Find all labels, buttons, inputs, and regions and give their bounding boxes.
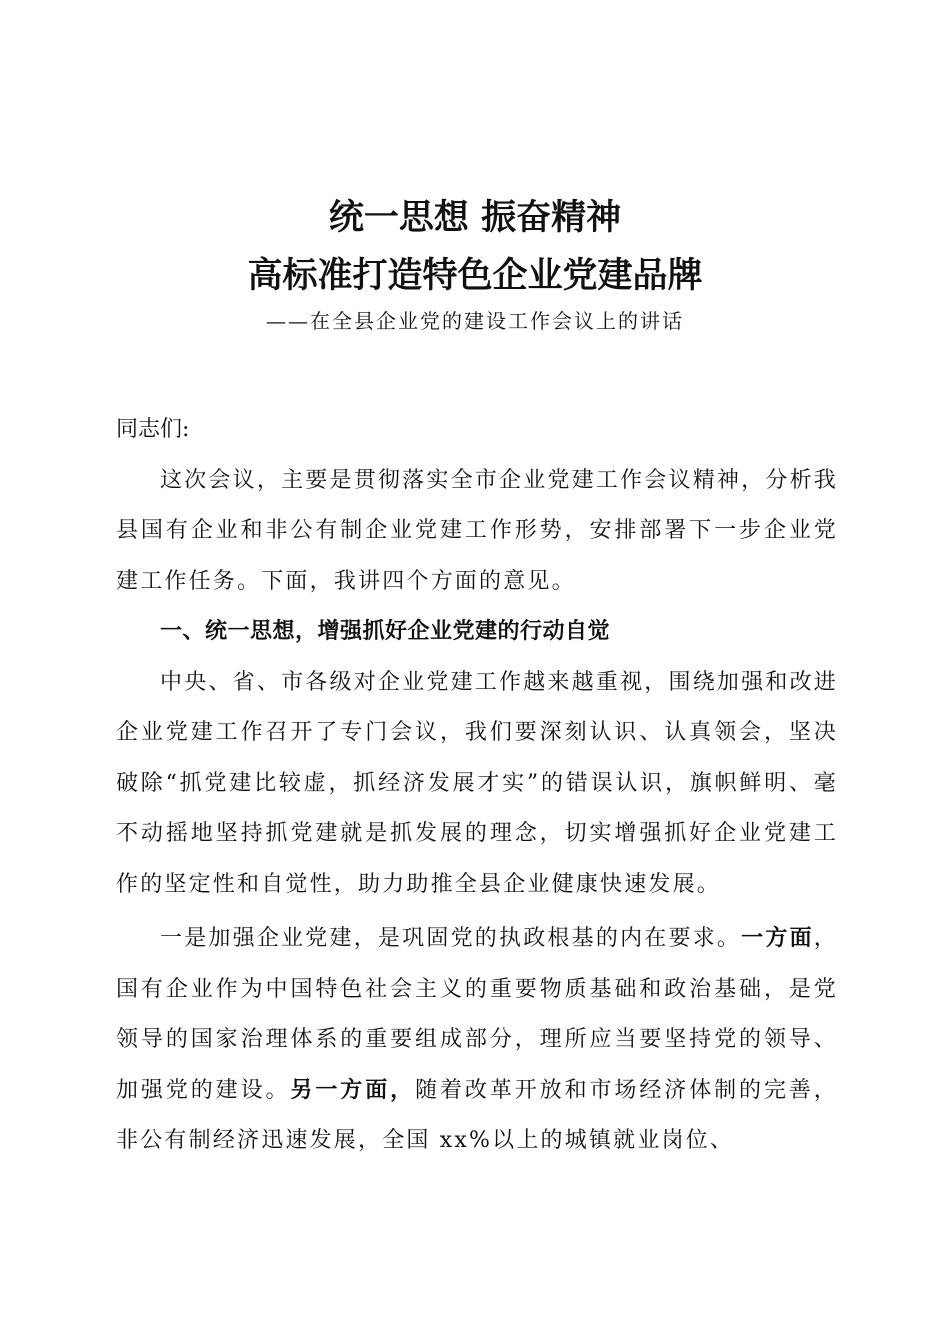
intro-paragraph: 这次会议，主要是贯彻落实全市企业党建工作会议精神，分析我县国有企业和非公有制企业党建工作形势，安排部署下一步企业党建工作任务。下面，我讲四个方面的意见。 bbox=[116, 467, 838, 594]
document-subtitle: ——在全县企业党的建设工作会议上的讲话 bbox=[266, 309, 684, 333]
section1-paragraph-1: 中央、省、市各级对企业党建工作越来越重视，围绕加强和改进企业党建工作召开了专门会议，我们要深刻认识、认真领会，坚决破除“抓党建比较虚，抓经济发展才实”的错误认识，旗帜鲜明、毫不动摇地坚持抓党建就是抓发展的理念，切实增强抓好企业党建工作的坚定性和自觉性，助力助推全县企业健康快速发展。 bbox=[116, 669, 838, 897]
bold-phrase-other-side: 另一方面， bbox=[290, 1077, 416, 1103]
bold-phrase-one-side: 一方面 bbox=[741, 926, 814, 951]
section-heading-1: 一、统一思想，增强抓好企业党建的行动自觉 bbox=[160, 619, 611, 644]
document-title-line-2: 高标准打造特色企业党建品牌 bbox=[247, 256, 703, 296]
document-title-line-1: 统一思想 振奋精神 bbox=[328, 198, 622, 238]
paragraph-text-1: ，国有企业作为中国特色社会主义的重要物质基础和政治基础，是党领导的国家治理体系的重要组成部分，理所应当要坚持党的领导、加强党的建设。 bbox=[116, 926, 838, 1103]
paragraph-lead-sentence: 一是加强企业党建，是巩固党的执政根基的内在要求。 bbox=[160, 926, 742, 951]
section1-paragraph-2 bbox=[116, 914, 838, 1167]
document-body bbox=[116, 405, 838, 1167]
title-block bbox=[0, 192, 950, 336]
paragraph-text-2: 随着改革开放和市场经济体制的完善，非公有制经济迅速发展，全国 xx%以上的城镇就业岗位、 bbox=[116, 1077, 838, 1153]
salutation: 同志们: bbox=[116, 417, 190, 442]
